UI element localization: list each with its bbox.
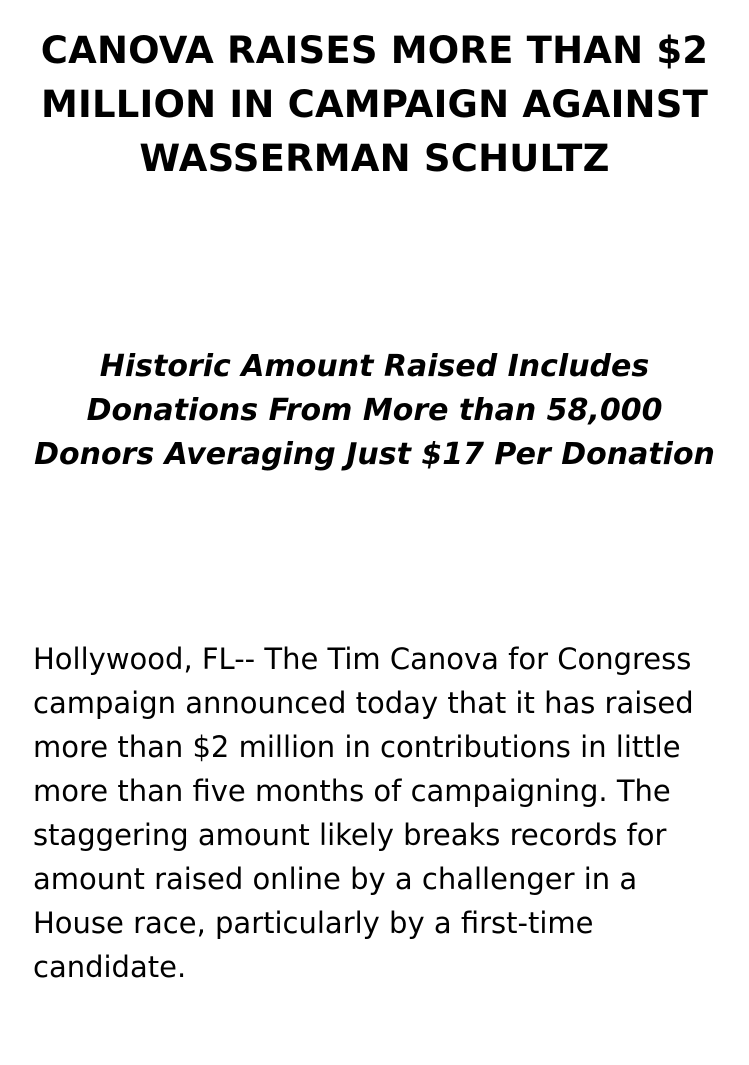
press-release-body-paragraph: Hollywood, FL-- The Tim Canova for Congress campaign announced today that it has raised more than $2 million in contributions in little more than five months of campaigning. The staggering amount likely breaks records for amount raised online by a challenger in a House race, particularly by a first-time candidate.: [33, 642, 694, 984]
press-release-headline: CANOVA RAISES MORE THAN $2 MILLION IN CAMPAIGN AGAINST WASSERMAN SCHULTZ: [40, 29, 709, 180]
press-release-subheadline: Historic Amount Raised Includes Donations From More than 58,000 Donors Averaging Just $17 Per Donation: [34, 349, 715, 472]
